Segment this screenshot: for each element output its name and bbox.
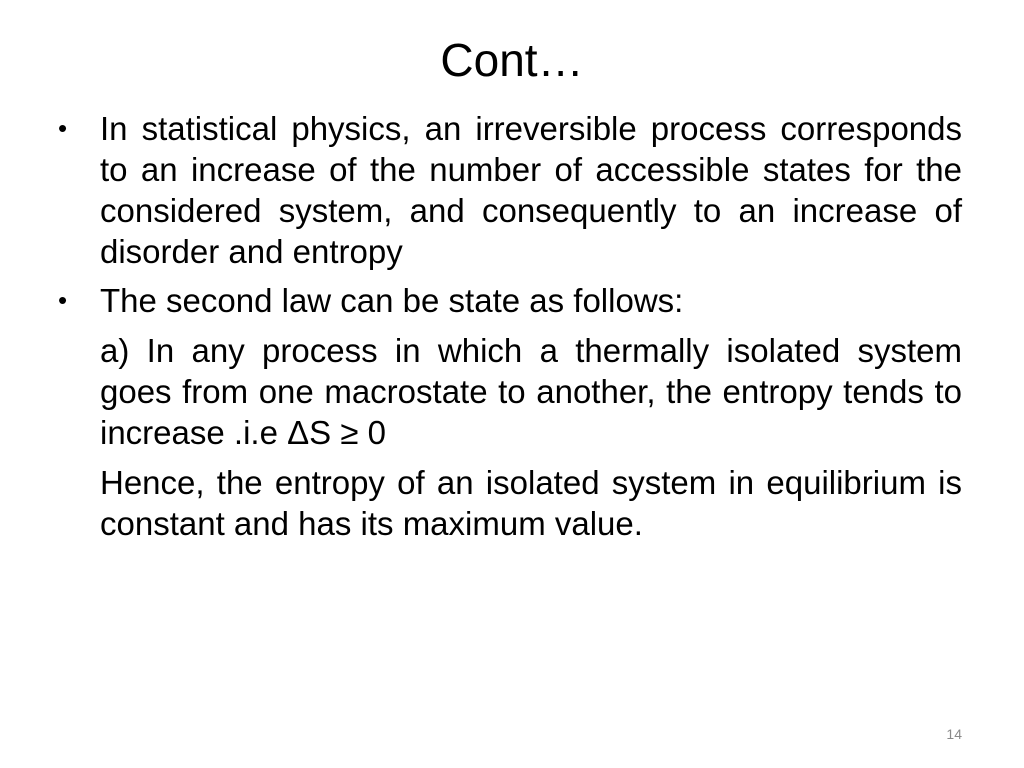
bullet-text: The second law can be state as follows: bbox=[100, 282, 684, 319]
bullet-marker: • bbox=[58, 113, 68, 143]
bullet-text: In statistical physics, an irreversible process corresponds to an increase of the number of accessible states for the considered system, and consequently to an increase of disorder and entropy bbox=[100, 110, 962, 270]
bullet-marker: • bbox=[58, 285, 68, 315]
bullet-second-law bbox=[58, 280, 962, 321]
slide-body bbox=[58, 108, 962, 544]
sub-paragraph-isolated-system: a) In any process in which a thermally isolated system goes from one macrostate to another, the entropy tends to increase .i.e ΔS ≥ 0 bbox=[100, 332, 962, 451]
slide-number: 14 bbox=[946, 726, 962, 742]
bullet-irreversible-process bbox=[58, 108, 962, 272]
slide-title: Cont… bbox=[440, 34, 584, 86]
sub-paragraph-equilibrium: Hence, the entropy of an isolated system in equilibrium is constant and has its maximum value. bbox=[100, 464, 962, 542]
